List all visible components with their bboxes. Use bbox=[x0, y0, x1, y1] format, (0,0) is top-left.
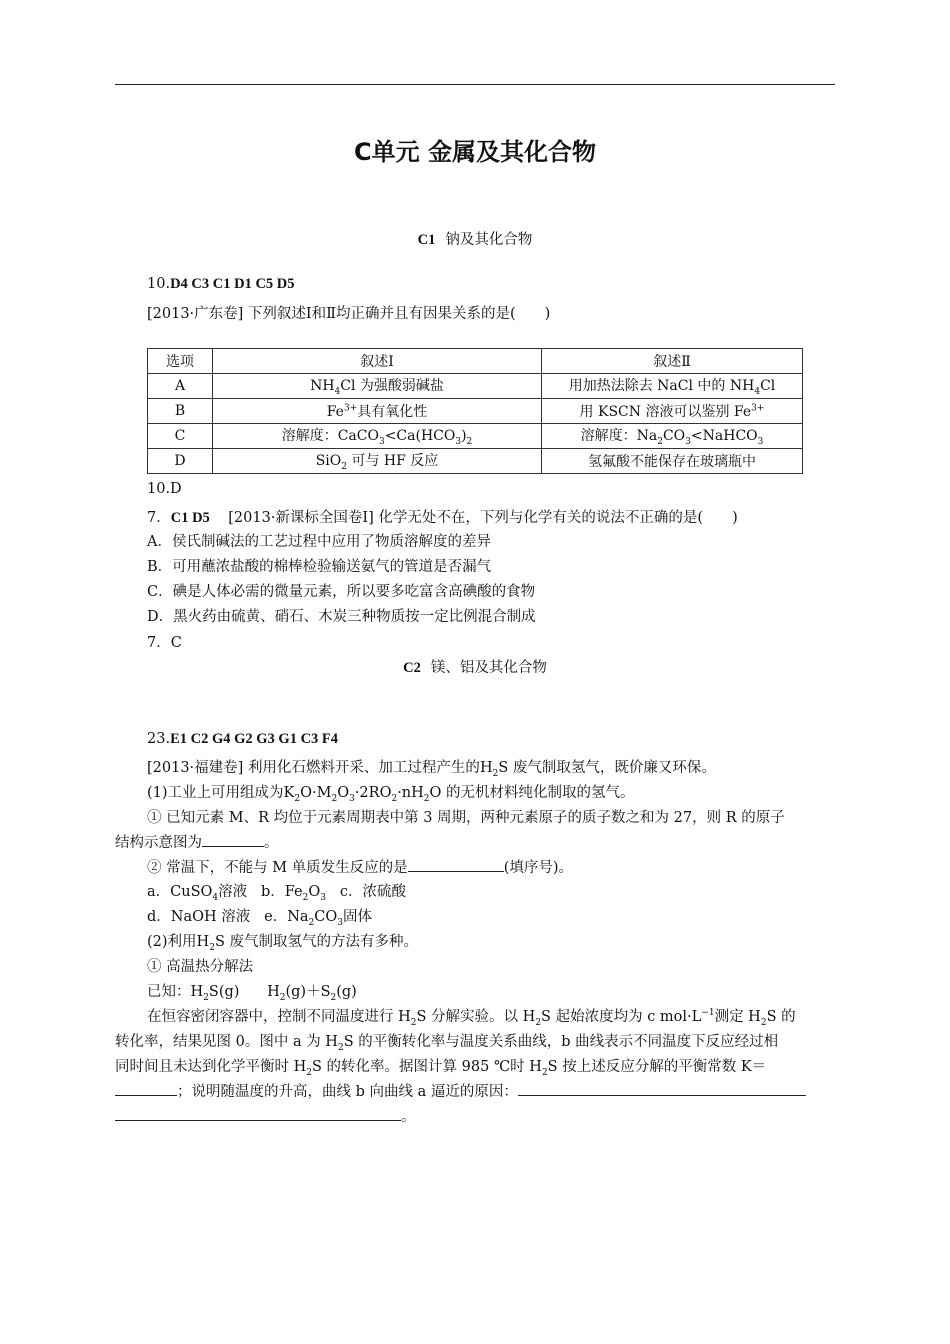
q23-paragraph-line: 同时间且未达到化学平衡时 $H_2S$ 的转化率。据图计算 985 ℃时 $H_2S$ 按上述反应分解的平衡常数 K＝ bbox=[115, 1059, 767, 1078]
header-rule bbox=[115, 84, 835, 85]
table-cell: $Fe^{3+}$具有氧化性 bbox=[213, 399, 542, 424]
q23-part2: (2)利用$H_2S$ 废气制取氢气的方法有多种。 bbox=[147, 934, 418, 953]
table-header-cell: 叙述Ⅰ bbox=[213, 349, 542, 374]
text-span: 固体 bbox=[342, 909, 372, 925]
q10-header bbox=[147, 276, 295, 293]
table-header-cell: 选项 bbox=[148, 349, 213, 374]
q23-intro: [2013·福建卷] 利用化石燃料开采、加工过程产生的$H_2S$ 废气制取氢气，既价廉又环保。 bbox=[147, 760, 716, 779]
text-span: 测定 bbox=[714, 1009, 744, 1025]
q23-known-equation: 已知：$H_2S(g)$ $H_2(g)+S_2(g)$ bbox=[147, 984, 357, 1003]
text-span: 的无机材料纯化制取的氢气。 bbox=[446, 785, 635, 801]
text-span: 分解实验。以 bbox=[431, 1009, 519, 1025]
text-span: 废气制取氢气的方法有多种。 bbox=[229, 934, 418, 950]
answer-blank[interactable] bbox=[115, 1106, 401, 1121]
q23-options-row1: a．CuSO$_4$溶液 b．$Fe_2O_3$ c．浓硫酸 bbox=[147, 884, 406, 903]
text-span: 在恒容密闭容器中，控制不同温度进行 bbox=[147, 1009, 394, 1025]
text-span: 废气制取氢气，既价廉又环保。 bbox=[512, 760, 716, 776]
q7-option: A．侯氏制碱法的工艺过程中应用了物质溶解度的差异 bbox=[147, 534, 491, 550]
table-cell: A bbox=[148, 374, 213, 399]
section-name: 镁、铝及其化合物 bbox=[430, 660, 547, 676]
section-c2-heading bbox=[0, 656, 950, 677]
text-span: (2)利用 bbox=[147, 934, 197, 950]
table-cell: C bbox=[148, 424, 213, 449]
option-label: a． bbox=[147, 884, 171, 900]
q23-header bbox=[147, 731, 338, 748]
table-cell: 氢氟酸不能保存在玻璃瓶中 bbox=[542, 449, 803, 474]
text-span: 的转化率。据图计算 985 ℃时 bbox=[326, 1059, 525, 1075]
question-tags: E1 C2 G4 G2 G3 G1 C3 F4 bbox=[170, 731, 339, 747]
option-label: e． bbox=[264, 909, 288, 925]
text-span: 的平衡转化率与温度关系曲线，b 曲线表示不同温度下反应经过相 bbox=[358, 1034, 779, 1050]
table-cell: SiO$_2$ 可与 HF 反应 bbox=[213, 449, 542, 474]
section-name: 钠及其化合物 bbox=[445, 232, 533, 248]
table-row bbox=[148, 449, 803, 474]
q23-part1-1: ① 已知元素 M、R 均位于元素周期表中第 3 周期，两种元素原子的质子数之和为 27，则 R 的原子 bbox=[147, 810, 785, 826]
section-code: C2 bbox=[403, 660, 421, 676]
table-cell: 用加热法除去 NaCl 中的 $NH_4Cl$ bbox=[542, 374, 803, 399]
table-cell: $NH_4Cl$ 为强酸弱碱盐 bbox=[213, 374, 542, 399]
question-number: 7． bbox=[147, 510, 171, 526]
table-row bbox=[148, 399, 803, 424]
text-span: ② 常温下，不能与 M 单质发生反应的是 bbox=[147, 860, 408, 876]
table-row bbox=[148, 424, 803, 449]
table-cell: 溶解度：$CaCO_3<Ca(HCO_3)_2$ bbox=[213, 424, 542, 449]
text-span: 转化率，结果见图 0。图中 a 为 bbox=[115, 1034, 321, 1050]
question-tags: C1 D5 bbox=[170, 510, 210, 526]
q23-paragraph-line: 在恒容密闭容器中，控制不同温度进行 $H_2S$ 分解实验。以 $H_2S$ 起始浓度均为 c $mol\cdot L^{-1}$测定 $H_2S$ 的 bbox=[147, 1008, 796, 1028]
answer-blank[interactable] bbox=[518, 1081, 806, 1096]
text-span: 溶液 bbox=[218, 884, 248, 900]
q23-part2-1: ① 高温热分解法 bbox=[147, 959, 254, 975]
text-span: (填序号)。 bbox=[503, 860, 574, 876]
text-span: 的 bbox=[781, 1009, 796, 1025]
q23-part1: (1)工业上可用组成为$K_2O\cdot M_2O_3\cdot 2RO_2\cdot nH_2O$ 的无机材料纯化制取的氢气。 bbox=[147, 785, 635, 804]
q23-part1-1-cont: 结构示意图为 。 bbox=[115, 831, 279, 852]
q7-option: B．可用蘸浓盐酸的棉棒检验输送氨气的管道是否漏气 bbox=[147, 559, 492, 575]
answer-blank[interactable] bbox=[115, 1081, 177, 1096]
q10-answer: 10.D bbox=[147, 481, 182, 497]
table-header-row bbox=[148, 349, 803, 374]
table-cell: 用 KSCN 溶液可以鉴别 $Fe^{3+}$ bbox=[542, 399, 803, 424]
table-header-cell: 叙述Ⅱ bbox=[542, 349, 803, 374]
q23-paragraph-line: 。 bbox=[115, 1105, 416, 1126]
q23-options-row2: d．NaOH 溶液 e．$Na_2CO_3$固体 bbox=[147, 909, 372, 928]
q7-option: D．黑火药由硫黄、硝石、木炭三种物质按一定比例混合制成 bbox=[147, 609, 536, 625]
text-span: 按上述反应分解的平衡常数 K＝ bbox=[562, 1059, 767, 1075]
table-cell: 溶解度：$Na_2CO_3<NaHCO_3$ bbox=[542, 424, 803, 449]
q23-paragraph-line bbox=[115, 1080, 806, 1101]
q23-part1-2 bbox=[147, 856, 573, 877]
page-title: C单元 金属及其化合物 bbox=[354, 138, 596, 166]
text-span: 同时间且未达到化学平衡时 bbox=[115, 1059, 289, 1075]
question-number: 10. bbox=[147, 276, 171, 292]
question-source: [2013·福建卷] bbox=[147, 760, 244, 776]
table-row bbox=[148, 374, 803, 399]
answer-blank[interactable] bbox=[408, 857, 504, 872]
q10-table bbox=[147, 348, 803, 474]
section-code: C1 bbox=[417, 232, 436, 248]
q7-option: C．碘是人体必需的微量元素，所以要多吃富含高碘酸的食物 bbox=[147, 584, 536, 600]
text-span: 起始浓度均为 c mol·L bbox=[555, 1009, 702, 1025]
text-span: 结构示意图为 bbox=[115, 835, 202, 851]
question-tags: D4 C3 C1 D1 C5 D5 bbox=[170, 276, 295, 292]
text-span: ；说明随温度的升高，曲线 b 向曲线 a 逼近的原因： bbox=[177, 1084, 518, 1100]
text-span: (1)工业上可用组成为 bbox=[147, 785, 284, 801]
option-label: d．NaOH 溶液 bbox=[147, 909, 251, 925]
question-stem: [2013·新课标全国卷Ⅰ] 化学无处不在，下列与化学有关的说法不正确的是( ) bbox=[228, 510, 738, 526]
q7-header bbox=[147, 506, 738, 527]
text-span: 已知： bbox=[147, 984, 191, 1000]
table-cell: B bbox=[148, 399, 213, 424]
option-label: c．浓硫酸 bbox=[339, 884, 406, 900]
table-cell: D bbox=[148, 449, 213, 474]
answer-blank[interactable] bbox=[202, 832, 264, 847]
question-number: 23. bbox=[147, 731, 171, 747]
q7-answer: 7．C bbox=[147, 635, 182, 651]
q23-paragraph-line: 转化率，结果见图 0。图中 a 为 $H_2S$ 的平衡转化率与温度关系曲线，b 曲线表示不同温度下反应经过相 bbox=[115, 1034, 779, 1053]
option-label: b． bbox=[260, 884, 285, 900]
q10-stem: [2013·广东卷] 下列叙述Ⅰ和Ⅱ均正确并且有因果关系的是( ) bbox=[147, 306, 551, 322]
text-span: 利用化石燃料开采、加工过程产生的 bbox=[247, 760, 480, 776]
section-c1-heading bbox=[0, 228, 950, 249]
